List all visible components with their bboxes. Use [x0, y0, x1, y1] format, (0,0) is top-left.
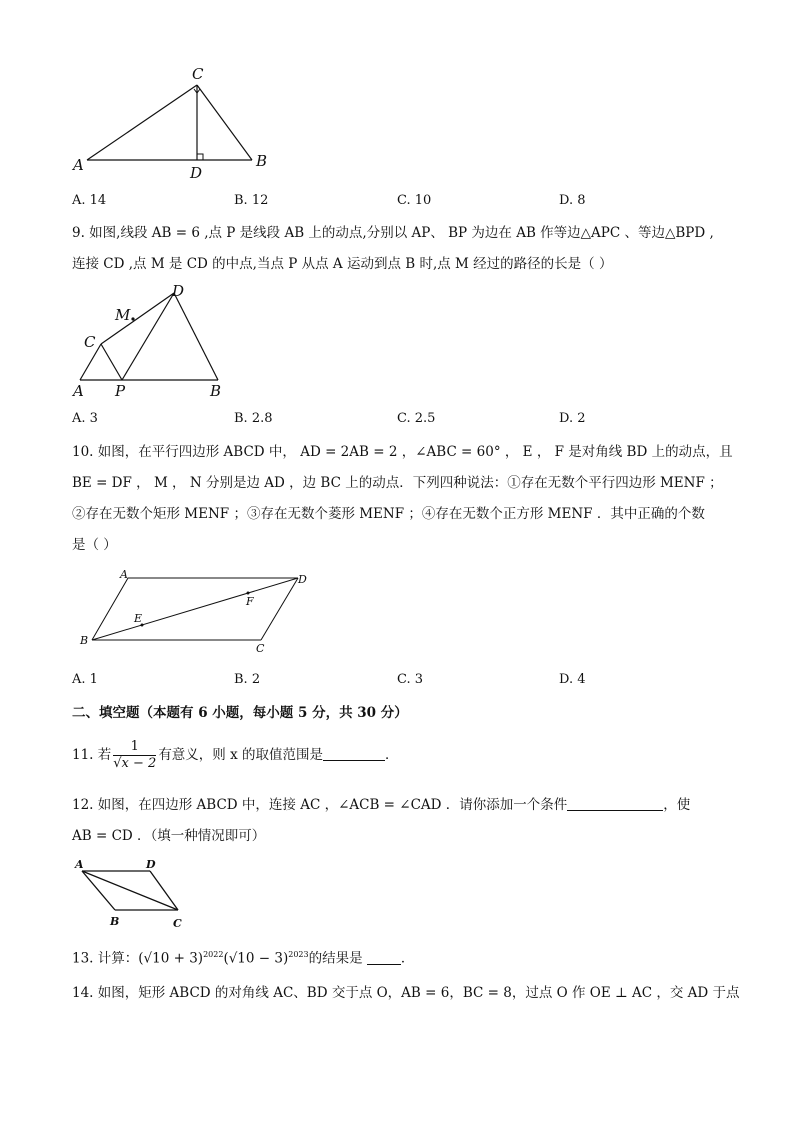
q12-text-b: ，使: [663, 797, 691, 813]
q9-label-b: B: [210, 382, 222, 400]
q9-option-b[interactable]: B. 2.8: [234, 411, 273, 426]
q13-exp2: 2023: [288, 950, 309, 959]
q12-text-line1: [72, 795, 690, 815]
q8-figure: [70, 62, 280, 182]
q12-text-line2: AB = CD ．（填一种情况即可）: [72, 828, 266, 844]
q9-figure: [70, 280, 240, 402]
q11-answer-blank[interactable]: [323, 748, 385, 761]
q9-option-c[interactable]: C. 2.5: [397, 411, 436, 426]
q12-label-d: D: [146, 858, 156, 871]
q12-text-a: 12. 如图，在四边形 ABCD 中，连接 AC ，∠ACB = ∠CAD ．请你添加一个条件: [72, 797, 568, 813]
q11-fraction: [113, 739, 156, 772]
q11-end: ．: [385, 747, 399, 763]
q8-option-a[interactable]: A. 14: [72, 193, 107, 208]
q8-option-c[interactable]: C. 10: [397, 193, 432, 208]
q10-option-c[interactable]: C. 3: [397, 672, 424, 687]
q13-suffix: 的结果是: [308, 950, 363, 967]
q11-suffix: 有意义，则 x 的取值范围是: [158, 747, 324, 763]
q8-label-c: C: [192, 65, 204, 83]
q10-option-a[interactable]: A. 1: [72, 672, 98, 687]
q9-label-c: C: [84, 333, 96, 351]
q12-label-a: A: [75, 858, 84, 871]
q10-label-a: A: [120, 568, 128, 581]
q10-options: [72, 672, 732, 690]
q8-option-b[interactable]: B. 12: [234, 193, 269, 208]
q9-label-m: M: [115, 306, 131, 324]
q13-base1: (√10 + 3): [138, 950, 204, 967]
q9-label-p: P: [115, 382, 126, 400]
q14-text-line1: 14. 如图，矩形 ABCD 的对角线 AC、BD 交于点 O，AB = 6，BC = 8，过点 O 作 OE ⊥ AC ，交 AD 于点: [72, 985, 740, 1001]
q9-option-a[interactable]: A. 3: [72, 411, 98, 426]
q10-text-line4: 是（ ）: [72, 537, 117, 553]
q13-base2: (√10 − 3): [223, 950, 289, 967]
q12-figure: [70, 852, 200, 932]
q11-denominator: √x − 2: [113, 756, 157, 771]
q10-label-e: E: [134, 612, 143, 625]
q8-option-d[interactable]: D. 8: [559, 193, 586, 208]
q10-label-d: D: [298, 573, 307, 586]
q8-label-b: B: [256, 152, 268, 170]
q11-prefix: 11. 若: [72, 747, 112, 763]
q10-text-line3: ②存在无数个矩形 MENF ；③存在无数个菱形 MENF ；④存在无数个正方形 MENF ．其中正确的个数: [72, 506, 705, 522]
q13-prefix: 13. 计算：: [72, 950, 139, 967]
q12-label-c: C: [173, 917, 182, 930]
q10-text-line1: 10. 如图，在平行四边形 ABCD 中， AD = 2AB = 2 ，∠ABC = 60° ， E ， F 是对角线 BD 上的动点，且: [72, 444, 733, 460]
q9-option-d[interactable]: D. 2: [559, 411, 586, 426]
q10-label-c: C: [256, 642, 265, 655]
q9-label-d: D: [172, 282, 185, 300]
q8-label-a: A: [73, 156, 84, 174]
q10-text-line2: BE = DF ， M ， N 分别是边 AD ，边 BC 上的动点．下列四种说法：①存在无数个平行四边形 MENF ；: [72, 475, 723, 491]
q13-end: ．: [400, 950, 415, 967]
q10-label-f: F: [246, 595, 254, 608]
q13-answer-blank[interactable]: [367, 952, 401, 965]
q12-label-b: B: [110, 915, 120, 928]
q10-figure: [76, 566, 316, 656]
q9-label-a: A: [73, 382, 84, 400]
q13-exp1: 2022: [203, 950, 224, 959]
q13-text: [72, 945, 414, 969]
q9-text-line2: 连接 CD ,点 M 是 CD 的中点,当点 P 从点 A 运动到点 B 时,点 M 经过的路径的长是（ ）: [72, 256, 613, 272]
q10-label-b: B: [80, 634, 89, 647]
q11-numerator: 1: [113, 739, 156, 756]
q11-text: [72, 738, 399, 772]
section-heading: 二、填空题（本题有 6 小题，每小题 5 分，共 30 分）: [72, 705, 408, 721]
q12-answer-blank[interactable]: [567, 798, 663, 811]
q9-options: [72, 411, 732, 429]
q9-text-line1: 9. 如图,线段 AB = 6 ,点 P 是线段 AB 上的动点,分别以 AP、 BP 为边在 AB 作等边△APC 、等边△BPD ,: [72, 225, 714, 241]
q8-label-d: D: [190, 164, 203, 182]
q10-option-b[interactable]: B. 2: [234, 672, 261, 687]
q10-option-d[interactable]: D. 4: [559, 672, 586, 687]
q8-options: [72, 193, 732, 211]
